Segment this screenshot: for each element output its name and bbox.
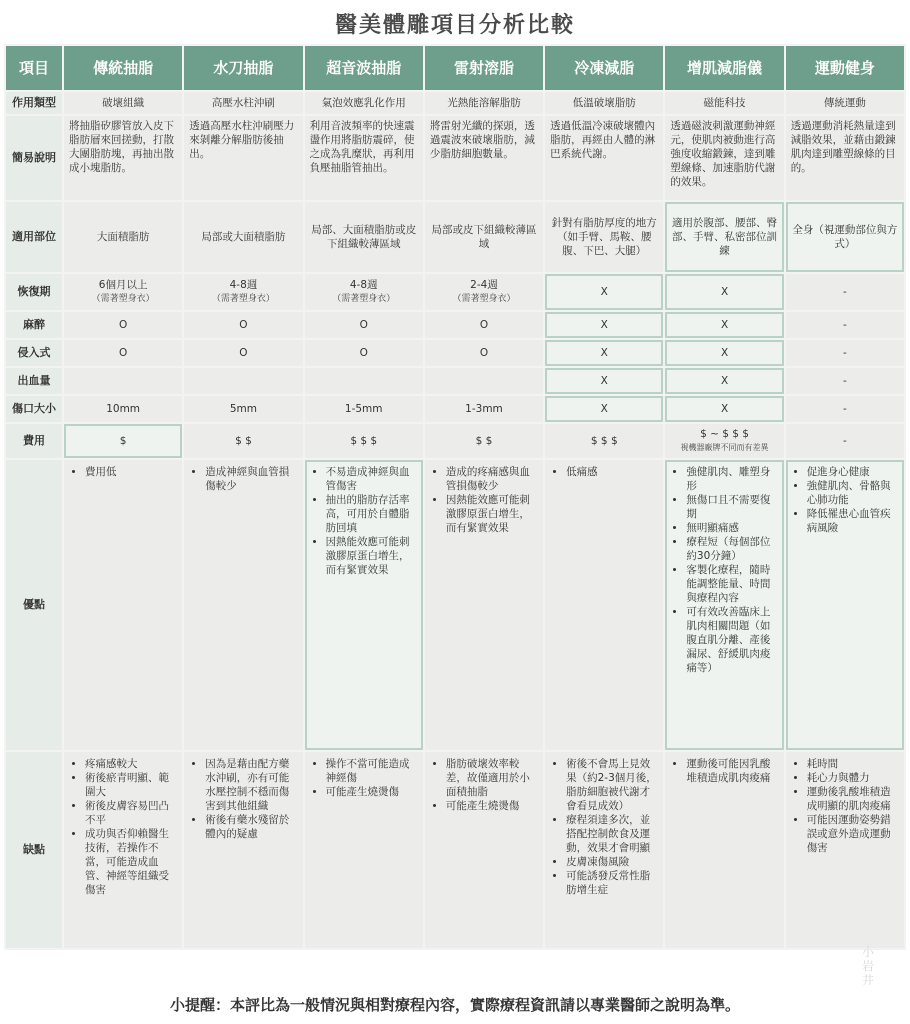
table-cell: 氣泡效應乳化作用 (305, 92, 423, 114)
bullet-list (791, 465, 899, 535)
table-cell (305, 460, 423, 750)
header-cell: 水刀抽脂 (184, 46, 302, 90)
table-cell: X (665, 368, 783, 394)
list-item: • 強健肌肉、骨骼與心肺功能 (807, 479, 899, 507)
table-cell (305, 274, 423, 310)
cell-value: 2-4週 (470, 279, 498, 291)
table-cell: - (786, 424, 904, 458)
table-cell: O (184, 312, 302, 338)
watermark-logo: 小岩井 (862, 945, 875, 987)
list-item: • 療程須達多次，並搭配控制飲食及運動，效果才會明顯 (566, 813, 658, 855)
row-label: 出血量 (6, 368, 62, 394)
table-cell: 光熱能溶解脂肪 (425, 92, 543, 114)
cell-note: （需著塑身衣） (91, 294, 155, 304)
table-cell: 1-3mm (425, 396, 543, 422)
table-cell: 破壞組織 (64, 92, 182, 114)
row-anesthesia (6, 312, 904, 338)
table-cell: 透過高壓水柱沖刷壓力來剝離分解脂肪後抽出。 (184, 116, 302, 200)
table-cell (425, 460, 543, 750)
table-cell (786, 752, 904, 948)
table-cell (786, 460, 904, 750)
table-cell (425, 368, 543, 394)
row-label: 適用部位 (6, 202, 62, 272)
table-cell: 傳統運動 (786, 92, 904, 114)
table-cell: X (665, 340, 783, 366)
table-cell: $ $ (425, 424, 543, 458)
table-cell: X (665, 396, 783, 422)
list-item: • 降低罹患心血管疾病風險 (807, 507, 899, 535)
table-cell: 透過運動消耗熱量達到減脂效果，並藉由鍛鍊肌肉達到雕塑線條的目的。 (786, 116, 904, 200)
row-cons (6, 752, 904, 948)
bullet-list (670, 757, 778, 785)
table-cell: $ $ $ (545, 424, 663, 458)
row-label: 麻醉 (6, 312, 62, 338)
list-item: • 術後皮膚容易凹凸不平 (85, 799, 177, 827)
cell-value: 6個月以上 (98, 279, 148, 291)
table-cell (665, 752, 783, 948)
list-item: • 術後瘀青明顯、範圍大 (85, 771, 177, 799)
table-cell: X (545, 312, 663, 338)
list-item: • 運動後可能因乳酸堆積造成肌肉痠痛 (686, 757, 778, 785)
table-cell: 低溫破壞脂肪 (545, 92, 663, 114)
list-item: • 療程短（每個部位約30分鐘） (686, 535, 778, 563)
table-cell (305, 752, 423, 948)
header-cell: 項目 (6, 46, 62, 90)
cell-note: （需著塑身衣） (211, 294, 275, 304)
row-label: 作用類型 (6, 92, 62, 114)
footer-note: 小提醒：本評比為一般情況與相對療程內容，實際療程資訊請以專業醫師之說明為準。 (169, 996, 740, 1014)
table-cell: 10mm (64, 396, 182, 422)
row-area (6, 202, 904, 272)
table-cell: - (786, 312, 904, 338)
list-item: • 客製化療程，隨時能調整能量、時間與療程內容 (686, 563, 778, 605)
table-cell: O (184, 340, 302, 366)
row-label: 缺點 (6, 752, 62, 948)
cell-note: 視機器廠牌不同而有差異 (680, 443, 769, 452)
row-label: 優點 (6, 460, 62, 750)
table-cell (184, 368, 302, 394)
list-item: • 耗心力與體力 (807, 771, 899, 785)
table-cell: 適用於腹部、腰部、臀部、手臂、私密部位訓練 (665, 202, 783, 272)
list-item: • 術後有藥水殘留於體內的疑慮 (205, 813, 297, 841)
bullet-list (430, 757, 538, 813)
row-label: 簡易說明 (6, 116, 62, 200)
row-label: 侵入式 (6, 340, 62, 366)
row-label: 傷口大小 (6, 396, 62, 422)
table-cell (64, 274, 182, 310)
table-cell: 高壓水柱沖刷 (184, 92, 302, 114)
row-pros (6, 460, 904, 750)
bullet-list (189, 465, 297, 493)
list-item: • 疼痛感較大 (85, 757, 177, 771)
table-cell: 局部、大面積脂肪或皮下組織較薄區域 (305, 202, 423, 272)
table-cell: - (786, 340, 904, 366)
page-title: 醫美體雕項目分析比較 (334, 13, 575, 38)
list-item: • 造成神經與血管損傷較少 (205, 465, 297, 493)
list-item: • 因熱能效應可能刺激膠原蛋白增生，而有緊實效果 (446, 493, 538, 535)
cell-value: 4-8週 (229, 279, 258, 291)
list-item: • 可能誘發反常性脂肪增生症 (566, 869, 658, 897)
table-cell: - (786, 396, 904, 422)
list-item: • 抽出的脂肪存活率高，可用於自體脂肪回填 (326, 493, 418, 535)
list-item: • 促進身心健康 (807, 465, 899, 479)
list-item: • 操作不當可能造成神經傷 (326, 757, 418, 785)
list-item: • 低痛感 (566, 465, 658, 479)
table-cell: - (786, 368, 904, 394)
list-item: • 不易造成神經與血管傷害 (326, 465, 418, 493)
table-cell (184, 274, 302, 310)
table-cell: 將雷射光纖的探頭，透過震波來破壞脂肪，減少脂肪細胞數量。 (425, 116, 543, 200)
header-cell: 雷射溶脂 (425, 46, 543, 90)
table-cell: 透過磁波刺激運動神經元，使肌肉被動進行高強度收縮鍛鍊，達到雕塑線條、加速脂肪代謝的效果。 (665, 116, 783, 200)
table-cell: $ $ (184, 424, 302, 458)
table-cell (64, 368, 182, 394)
header-cell: 運動健身 (786, 46, 904, 90)
table-cell: X (545, 368, 663, 394)
cell-value: 4-8週 (349, 279, 378, 291)
table-cell: $ $ $ (305, 424, 423, 458)
header-cell: 超音波抽脂 (305, 46, 423, 90)
table-cell (184, 752, 302, 948)
table-cell: X (545, 340, 663, 366)
table-cell: X (665, 312, 783, 338)
row-label: 恢復期 (6, 274, 62, 310)
header-row (6, 46, 904, 90)
row-invasive (6, 340, 904, 366)
list-item: • 強健肌肉、雕塑身形 (686, 465, 778, 493)
list-item: • 脂肪破壞效率較差，故僅適用於小面積抽脂 (446, 757, 538, 799)
table-cell (425, 274, 543, 310)
table-cell: O (305, 340, 423, 366)
table-cell: X (665, 274, 783, 310)
list-item: • 無傷口且不需要復期 (686, 493, 778, 521)
table-cell (305, 368, 423, 394)
table-cell: O (305, 312, 423, 338)
row-wound (6, 396, 904, 422)
list-item: • 因熱能效應可能刺激膠原蛋白增生，而有緊實效果 (326, 535, 418, 577)
table-cell: 大面積脂肪 (64, 202, 182, 272)
cell-note: （需著塑身衣） (452, 294, 516, 304)
bullet-list (310, 465, 418, 577)
bullet-list (69, 757, 177, 897)
list-item: • 耗時間 (807, 757, 899, 771)
table-cell (665, 460, 783, 750)
bullet-list (430, 465, 538, 535)
list-item: • 無明顯痛感 (686, 521, 778, 535)
table-cell: O (64, 340, 182, 366)
row-recovery (6, 274, 904, 310)
table-cell: 利用音波頻率的快速震盪作用將脂肪震碎，使之成為乳糜狀，再利用負壓抽脂管抽出。 (305, 116, 423, 200)
list-item: • 皮膚凍傷風險 (566, 855, 658, 869)
table-cell (184, 460, 302, 750)
table-cell: 將抽脂矽膠管放入皮下脂肪層來回搓動，打散大團脂肪塊，再抽出散成小塊脂肪。 (64, 116, 182, 200)
table-cell: 5mm (184, 396, 302, 422)
table-cell (64, 752, 182, 948)
row-type (6, 92, 904, 114)
table-cell: X (545, 396, 663, 422)
list-item: • 運動後乳酸堆積造成明顯的肌肉痠痛 (807, 785, 899, 813)
table-cell: 針對有脂肪厚度的地方（如手臂、馬鞍、腰腹、下巴、大腿） (545, 202, 663, 272)
table-cell (545, 752, 663, 948)
list-item: • 可有效改善臨床上肌肉相關問題（如腹直肌分離、產後漏尿、舒緩肌肉痠痛等） (686, 605, 778, 675)
header-cell: 傳統抽脂 (64, 46, 182, 90)
table-cell: 1-5mm (305, 396, 423, 422)
list-item: • 術後不會馬上見效果（約2-3個月後，脂肪細胞被代謝才會看見成效） (566, 757, 658, 813)
comparison-table (4, 44, 906, 950)
bullet-list (69, 465, 177, 479)
list-item: • 可能產生燒燙傷 (326, 785, 418, 799)
table-cell (64, 460, 182, 750)
list-item: • 成功與否仰賴醫生技術，若操作不當，可能造成血管、神經等組織受傷害 (85, 827, 177, 897)
list-item: • 費用低 (85, 465, 177, 479)
list-item: • 造成的疼痛感與血管損傷較少 (446, 465, 538, 493)
cell-note: （需著塑身衣） (332, 294, 396, 304)
bullet-list (670, 465, 778, 675)
table-cell (545, 460, 663, 750)
table-cell: 局部或皮下組織較薄區域 (425, 202, 543, 272)
table-cell (665, 424, 783, 458)
table-cell: 磁能科技 (665, 92, 783, 114)
table-cell: - (786, 274, 904, 310)
list-item: • 因為是藉由配方藥水沖刷，亦有可能水壓控制不穩而傷害到其他組織 (205, 757, 297, 813)
table-cell: 全身（視運動部位與方式） (786, 202, 904, 272)
table-cell: 透過低溫冷凍破壞體內脂肪，再經由人體的淋巴系統代謝。 (545, 116, 663, 200)
table-cell: X (545, 274, 663, 310)
bullet-list (310, 757, 418, 799)
table-cell: $ (64, 424, 182, 458)
row-desc (6, 116, 904, 200)
table-cell: O (64, 312, 182, 338)
cell-value: $ ~ $ $ $ (700, 428, 749, 440)
list-item: • 可能產生燒燙傷 (446, 799, 538, 813)
bullet-list (189, 757, 297, 841)
row-bleeding (6, 368, 904, 394)
bullet-list (550, 757, 658, 897)
table-cell: O (425, 312, 543, 338)
header-cell: 增肌減脂儀 (665, 46, 783, 90)
bullet-list (550, 465, 658, 479)
bullet-list (791, 757, 899, 855)
table-cell: O (425, 340, 543, 366)
table-cell: 局部或大面積脂肪 (184, 202, 302, 272)
list-item: • 可能因運動姿勢錯誤或意外造成運動傷害 (807, 813, 899, 855)
table-cell (425, 752, 543, 948)
row-label: 費用 (6, 424, 62, 458)
header-cell: 冷凍減脂 (545, 46, 663, 90)
row-cost (6, 424, 904, 458)
